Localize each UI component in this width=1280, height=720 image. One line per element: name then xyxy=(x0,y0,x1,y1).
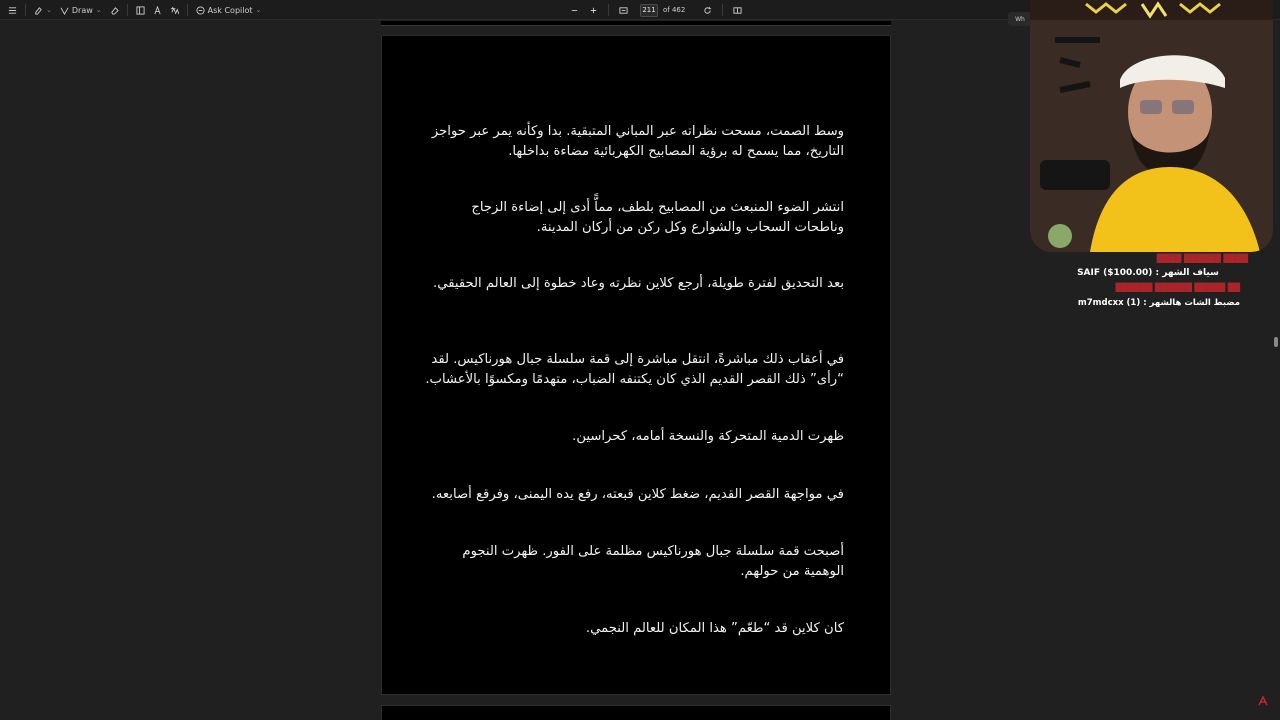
paragraph: وسط الصمت، مسحت نظراته عبر المباني المتبقية. بدا وكأنه يمر عبر حواجز التاريخ، مما يسمح له برؤية المصابيح الكهربائية مضاءة بداخلها. xyxy=(431,124,844,159)
rotate-button[interactable] xyxy=(699,2,716,18)
page-total-label: of 462 xyxy=(663,6,686,14)
zoom-in-button[interactable] xyxy=(585,2,602,18)
ask-copilot-button[interactable] xyxy=(192,2,266,18)
copilot-icon xyxy=(196,6,205,15)
scrollbar-thumb[interactable] xyxy=(1274,337,1278,347)
pdf-page xyxy=(381,35,891,695)
erase-button[interactable] xyxy=(106,2,123,18)
toolbar-divider xyxy=(127,4,128,16)
toolbar-divider xyxy=(25,4,26,16)
two-page-view-button[interactable] xyxy=(729,2,746,18)
zoom-out-button[interactable] xyxy=(566,2,583,18)
previous-page-edge xyxy=(381,21,891,26)
paragraph: كان كلاين قد “طعّم” هذا المكان للعالم النجمي. xyxy=(585,621,844,636)
highlighter-icon xyxy=(34,6,43,15)
toolbar-divider xyxy=(608,4,609,16)
overlay-faded-text: ██ █████ ██████ ██████ xyxy=(1115,283,1240,292)
chevron-down-icon: ⌄ xyxy=(46,6,52,14)
highlight-button[interactable] xyxy=(30,2,56,18)
read-aloud-button[interactable] xyxy=(149,2,166,18)
plus-icon xyxy=(589,6,598,15)
top-donor-label: سياف الشهر : SAIF ($100.00) xyxy=(1077,268,1219,278)
webcam-overlay xyxy=(1030,0,1273,252)
paragraph: أصبحت قمة سلسلة جبال هورناكيس مظلمة على الفور. ظهرت النجوم الوهمية من حولهم. xyxy=(462,544,844,579)
window-tab-fragment: Wh xyxy=(1008,12,1032,26)
paragraph: ظهرت الدمية المتحركة والنسخة أمامه، كحراسين. xyxy=(572,429,844,444)
draw-button[interactable] xyxy=(56,2,106,18)
translate-button[interactable] xyxy=(166,2,183,18)
ask-copilot-label: Ask Copilot xyxy=(207,5,253,15)
fit-page-icon xyxy=(619,6,628,15)
toolbar-left-group xyxy=(4,2,265,18)
eraser-icon xyxy=(110,6,119,15)
read-aloud-icon xyxy=(153,6,162,15)
paragraph: بعد التحديق لفترة طويلة، أرجع كلاين نظرته وعاد خطوة إلى العالم الحقيقي. xyxy=(433,276,844,291)
minus-icon xyxy=(570,6,579,15)
paragraph: في أعقاب ذلك مباشرةً، انتقل مباشرة إلى قمة سلسلة جبال هورناكيس. لقد “رأى” ذلك القصر القديم الذي كان يكتنفه الضباب، متهدمًا ومكسوًا بالأعشاب. xyxy=(425,352,844,387)
paragraph: في مواجهة القصر القديم، ضغط كلاين قبعته، رفع يده اليمنى، وفرقع أصابعه. xyxy=(431,487,844,502)
toolbar-divider xyxy=(187,4,188,16)
page-number-input[interactable]: 211 xyxy=(640,4,658,17)
chevron-down-icon: ⌄ xyxy=(255,6,262,14)
page-view-icon xyxy=(136,6,145,15)
paragraph: انتشر الضوء المنبعث من المصابيح بلطف، مماًّ أدى إلى إضاءة الزجاج وناطحات السحاب والشوارع وكل ركن من أركان المدينة. xyxy=(471,200,844,235)
view-button[interactable] xyxy=(132,2,149,18)
pdf-icon xyxy=(1258,696,1268,706)
chevron-down-icon: ⌄ xyxy=(95,6,102,14)
contents-button[interactable] xyxy=(4,2,21,18)
overlay-faded-text: ████ ██████ ████ xyxy=(1156,254,1248,263)
list-icon xyxy=(8,6,17,15)
webcam-image xyxy=(1030,0,1273,252)
toolbar-center-group xyxy=(566,2,746,18)
fit-page-button[interactable] xyxy=(615,2,632,18)
translate-icon xyxy=(170,6,179,15)
next-page-edge xyxy=(381,705,891,720)
top-chatter-label: مضبط الشات هالشهر : m7mdcxx (1) xyxy=(1077,298,1240,308)
toolbar-divider xyxy=(722,4,723,16)
pen-icon xyxy=(60,6,69,15)
rotate-icon xyxy=(703,6,712,15)
book-icon xyxy=(733,6,742,15)
draw-label: Draw xyxy=(71,5,93,15)
